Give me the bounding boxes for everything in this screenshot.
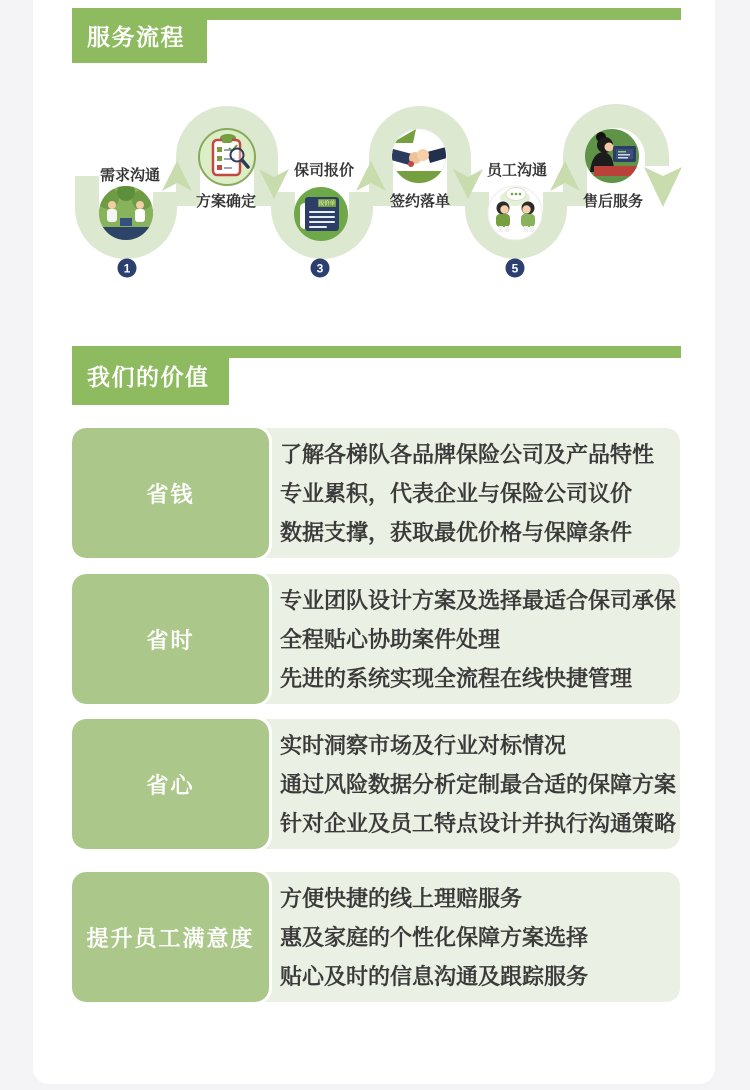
value-line: 方便快捷的线上理赔服务 <box>280 885 523 911</box>
value-title-tab <box>72 346 229 405</box>
value-line: 了解各梯队各品牌保险公司及产品特性 <box>280 441 655 467</box>
quotation-doc-icon <box>294 187 348 241</box>
step3-label: 保司报价 <box>293 162 355 179</box>
step5-label: 员工沟通 <box>486 162 548 179</box>
value-line: 针对企业及员工特点设计并执行沟通策略 <box>280 810 677 836</box>
value-section-header <box>72 346 681 405</box>
value-card-employee-satisfaction <box>72 872 680 1002</box>
value-line: 实时洞察市场及行业对标情况 <box>280 732 567 758</box>
value-line: 惠及家庭的个性化保障方案选择 <box>280 924 589 950</box>
support-agent-icon <box>585 129 639 183</box>
step6-label: 售后服务 <box>582 193 644 210</box>
value-line: 通过风险数据分析定制最合适的保障方案 <box>280 771 677 797</box>
employees-chat-icon <box>488 186 542 240</box>
svg-text:5: 5 <box>511 261 519 276</box>
step1-label: 需求沟通 <box>99 167 161 184</box>
value-line: 全程贴心协助案件处理 <box>280 626 501 652</box>
step4-label: 签约落单 <box>389 193 451 210</box>
step2-label: 方案确定 <box>195 193 257 210</box>
service-flow-diagram <box>0 0 750 310</box>
value-card-peace-of-mind <box>72 719 680 849</box>
svg-text:1: 1 <box>123 261 131 276</box>
step5-badge <box>506 259 525 278</box>
value-card-save-time <box>72 574 680 704</box>
value-line: 数据支撑，获取最优价格与保障条件 <box>280 519 633 545</box>
handshake-icon <box>391 129 447 185</box>
value-line: 先进的系统实现全流程在线快捷管理 <box>280 665 633 691</box>
value-card-label: 省时 <box>72 574 269 704</box>
value-card-label: 提升员工满意度 <box>72 872 269 1002</box>
value-card-label: 省钱 <box>72 428 269 558</box>
value-line: 专业累积，代表企业与保险公司议价 <box>280 480 633 506</box>
step1-badge <box>118 259 137 278</box>
arrow-end-icon <box>644 167 682 207</box>
value-line: 专业团队设计方案及选择最适合保司承保 <box>280 587 677 613</box>
quotation-tag-label: 报价单 <box>318 201 336 207</box>
svg-text:3: 3 <box>316 261 324 276</box>
value-line: 贴心及时的信息沟通及跟踪服务 <box>280 963 589 989</box>
value-card-save-money <box>72 428 680 558</box>
value-section-title: 我们的价值 <box>87 364 210 390</box>
value-card-label: 省心 <box>72 719 269 849</box>
checklist-magnifier-icon <box>199 129 255 185</box>
step3-badge <box>311 259 330 278</box>
process-section-title: 服务流程 <box>87 24 185 50</box>
